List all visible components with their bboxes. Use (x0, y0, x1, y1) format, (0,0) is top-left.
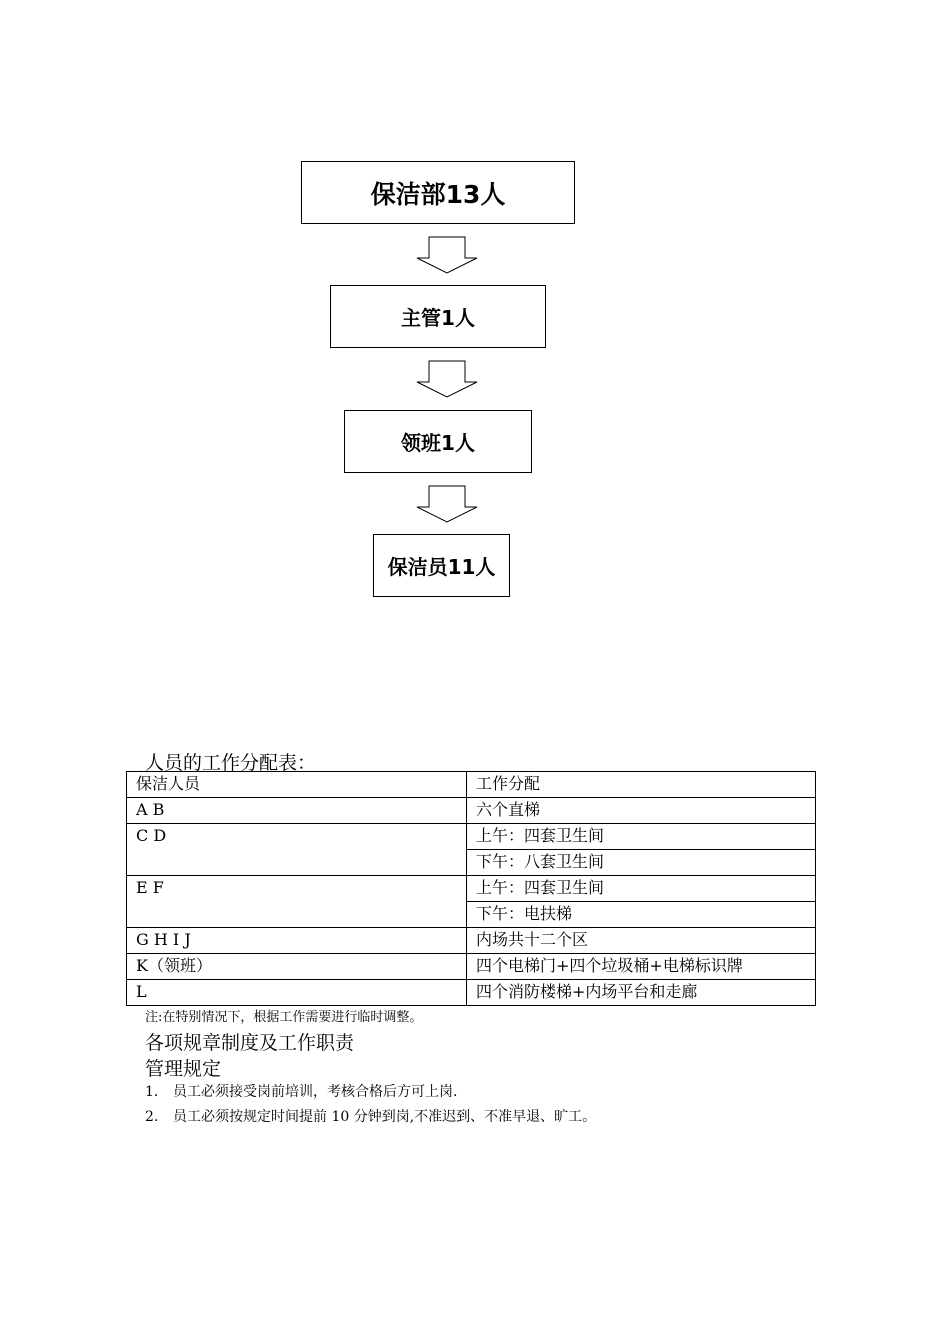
staff-cell: E F (127, 876, 467, 928)
header-tasks: 工作分配 (467, 772, 816, 798)
task-cell: 四个电梯门+四个垃圾桶+电梯标识牌 (467, 954, 816, 980)
task-cell: 下午：八套卫生间 (467, 850, 816, 876)
staff-cell: K（领班） (127, 954, 467, 980)
table-row (127, 980, 816, 1006)
section-title: 各项规章制度及工作职责 (145, 1032, 355, 1054)
org-box-supervisor-label: 主管1人 (401, 306, 475, 330)
table-row (127, 798, 816, 824)
task-cell: 四个消防楼梯+内场平台和走廊 (467, 980, 816, 1006)
rule-text: 员工必须接受岗前培训，考核合格后方可上岗. (173, 1084, 458, 1100)
table-row (127, 928, 816, 954)
subsection-title: 管理规定 (145, 1058, 222, 1080)
table-note: 注:在特别情况下，根据工作需要进行临时调整。 (145, 1010, 423, 1025)
down-arrow-icon (415, 360, 479, 398)
rule-item (145, 1081, 457, 1101)
header-staff: 保洁人员 (127, 772, 467, 798)
assignment-table (126, 771, 816, 1006)
table-row (127, 876, 816, 902)
org-box-team-leader (344, 410, 532, 473)
org-box-cleaners (373, 534, 510, 597)
staff-cell: A B (127, 798, 467, 824)
table-row (127, 824, 816, 850)
rule-text: 员工必须按规定时间提前 10 分钟到岗,不准迟到、不准早退、旷工。 (173, 1109, 597, 1125)
down-arrow-icon (415, 485, 479, 523)
org-box-team-leader-label: 领班1人 (401, 431, 475, 455)
task-cell: 上午：四套卫生间 (467, 824, 816, 850)
rule-item (145, 1106, 596, 1126)
task-cell: 上午：四套卫生间 (467, 876, 816, 902)
org-box-cleaners-label: 保洁员11人 (387, 555, 496, 579)
table-header-row (127, 772, 816, 798)
task-cell: 内场共十二个区 (467, 928, 816, 954)
staff-cell: L (127, 980, 467, 1006)
org-box-department (301, 161, 575, 224)
staff-cell: G H I J (127, 928, 467, 954)
staff-cell: C D (127, 824, 467, 876)
table-title: 人员的工作分配表： (145, 752, 317, 774)
table-row (127, 954, 816, 980)
down-arrow-icon (415, 236, 479, 274)
rule-number: 2. (145, 1109, 159, 1125)
task-cell: 六个直梯 (467, 798, 816, 824)
rule-number: 1. (145, 1084, 159, 1100)
org-box-supervisor (330, 285, 546, 348)
org-box-department-label: 保洁部13人 (370, 179, 506, 209)
task-cell: 下午：电扶梯 (467, 902, 816, 928)
